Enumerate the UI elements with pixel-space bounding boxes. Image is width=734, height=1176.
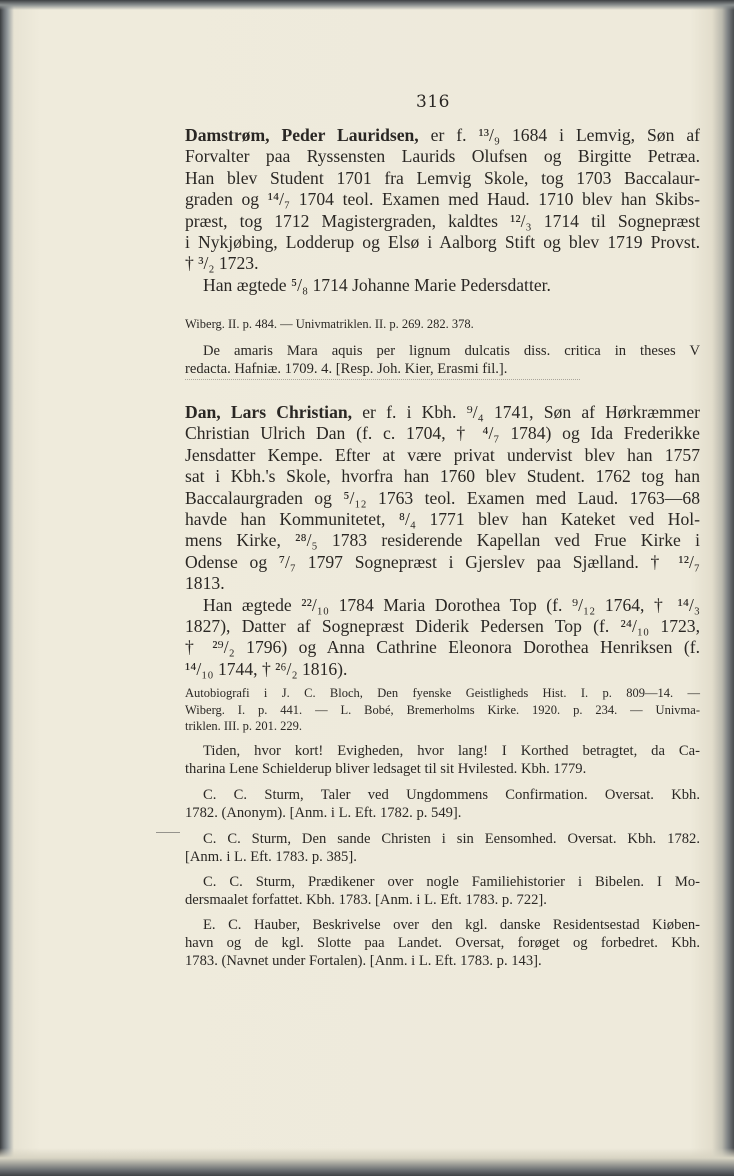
- entry-line: 1813.: [185, 573, 225, 594]
- entry-line: Forvalter paa Ryssensten Laurids Olufsen og Birgitte Petræa.: [185, 146, 700, 167]
- entry2-work-3: C. C. Sturm, Den sande Christen i sin Eensomhed. Oversat. Kbh. 1782. [Anm. i L. Eft. 1783. p. 385].: [185, 831, 700, 866]
- entry1-sources: Wiberg. II. p. 484. — Univmatriklen. II. p. 269. 282. 378.: [185, 317, 474, 331]
- entry-line: Baccalaurgraden og ⁵/₁₂ 1763 teol. Examen med Laud. 1763—68: [185, 487, 700, 508]
- separator-line: [185, 379, 580, 380]
- entry-line: præst, tog 1712 Magistergraden, kaldtes ¹²/₃ 1714 til Sognepræst: [185, 210, 700, 231]
- entry2-work-4: C. C. Sturm, Prædikener over nogle Familiehistorier i Bibelen. I Mo- dersmaalet forfattet. Kbh. 1783. [Anm. i L. Eft. 1783. p. 722].: [185, 874, 700, 909]
- entry2-work-2: C. C. Sturm, Taler ved Ungdommens Confirmation. Oversat. Kbh. 1782. (Anonym). [Anm. i L. Eft. 1782. p. 549].: [185, 787, 700, 822]
- entry-damstrom: [185, 125, 700, 296]
- entry-line: Han ægtede ²²/₁₀ 1784 Maria Dorothea Top (f. ⁹/₁₂ 1764, † ¹⁴/₃: [203, 594, 700, 615]
- entry-dan: [185, 402, 700, 680]
- entry-line: 1827), Datter af Sognepræst Diderik Pedersen Top (f. ²⁴/₁₀ 1723,: [185, 616, 700, 637]
- entry-line: havde han Kommunitetet, ⁸/₄ 1771 blev han Kateket ved Hol-: [185, 509, 700, 530]
- entry-line: ¹⁴/₁₀ 1744, † ²⁶/₂ 1816).: [185, 658, 348, 679]
- entry-name: Dan, Lars Christian,: [185, 402, 353, 422]
- entry-line: sat i Kbh.'s Skole, hvorfra han 1760 blev Student. 1762 tog han: [185, 466, 700, 487]
- entry-line: Odense og ⁷/₇ 1797 Sognepræst i Gjerslev paa Sjælland. † ¹²/₇: [185, 551, 700, 572]
- margin-mark: [156, 832, 180, 833]
- entry-line: † ³/₂ 1723.: [185, 253, 259, 274]
- entry-line: Han blev Student 1701 fra Lemvig Skole, tog 1703 Baccalaur-: [185, 167, 700, 188]
- entry-line: Jensdatter Kempe. Efter at være privat undervist blev han 1757: [185, 444, 700, 465]
- entry-line: Han ægtede ⁵/₈ 1714 Johanne Marie Pedersdatter.: [203, 274, 551, 295]
- entry-line: mens Kirke, ²⁸/₅ 1783 residerende Kapellan ved Frue Kirke i: [185, 530, 700, 551]
- entry-line: graden og ¹⁴/₇ 1704 teol. Examen med Haud. 1710 blev han Skibs-: [185, 189, 700, 210]
- entry-line: i Nykjøbing, Lodderup og Elsø i Aalborg Stift og blev 1719 Provst.: [185, 232, 700, 253]
- entry-line: † ²⁹/₂ 1796) og Anna Cathrine Eleonora Dorothea Henriksen (f.: [185, 637, 700, 658]
- entry-line: Damstrøm, Peder Lauridsen, er f. ¹³/₉ 1684 i Lemvig, Søn af: [185, 125, 700, 145]
- entry-name: Damstrøm, Peder Lauridsen,: [185, 125, 419, 145]
- entry2-work-5: E. C. Hauber, Beskrivelse over den kgl. danske Residentsestad Kiøben- havn og de kgl. Slotte paa Landet. Oversat, forøget og forbedret. Kbh. 1783. (Navnet under Fortalen). [Anm. i L. Eft. 1783. p. 143].: [185, 917, 700, 970]
- entry1-works: De amaris Mara aquis per lignum dulcatis diss. critica in theses V redacta. Hafniæ. 1709. 4. [Resp. Joh. Kier, Erasmi fil.].: [185, 343, 700, 378]
- entry-line: Dan, Lars Christian, er f. i Kbh. ⁹/₄ 1741, Søn af Hørkræmmer: [185, 402, 700, 422]
- entry2-work-1: Tiden, hvor kort! Evigheden, hvor lang! I Korthed betragtet, da Ca- tharina Lene Schielderup bliver ledsaget til sit Hvilested. Kbh. 1779.: [185, 743, 700, 778]
- page-number: 316: [416, 92, 450, 112]
- entry2-sources: Autobiografi i J. C. Bloch, Den fyenske Geistligheds Hist. I. p. 809—14. — Wiberg. I. p. 441. — L. Bobé, Bremerholms Kirke. 1920. p. 234. — Univma- triklen. III. p. 201. 229.: [185, 686, 700, 733]
- entry-line: Christian Ulrich Dan (f. c. 1704, † ⁴/₇ 1784) og Ida Frederikke: [185, 423, 700, 444]
